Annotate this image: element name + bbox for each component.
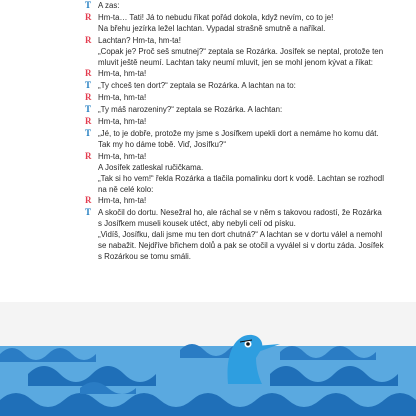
text-line	[85, 128, 385, 151]
text-content: Hm-ta, hm-ta!	[98, 69, 147, 79]
text-line	[85, 47, 385, 69]
text-line	[85, 195, 385, 207]
text-line	[85, 104, 385, 116]
speaker-marker-r: R	[85, 68, 92, 79]
speaker-marker-t: T	[85, 127, 92, 138]
speaker-marker-r: R	[85, 116, 92, 127]
text-line	[85, 35, 385, 47]
text-content: Na břehu jezírka ležel lachtan. Vypadal strašně smutně a naříkal.	[98, 23, 326, 33]
text-line	[85, 174, 385, 196]
text-content: Hm-ta, hm-ta!	[98, 93, 147, 103]
text-line	[85, 0, 385, 12]
lake-scene	[0, 302, 416, 416]
text-line	[85, 92, 385, 104]
text-content: „Vidíš, Josífku, dali jsme mu ten dort chutná?“ A lachtan se v dortu válel a nemohl se nabažit. Nejdříve břichem dolů a pak se otočil a vyválel si v dortu záda. Josífek s Rozárkou se tomu smáli.	[98, 230, 384, 261]
text-line	[85, 80, 385, 92]
text-content: Hm-ta… Tati! Já to nebudu říkat pořád dokola, když nevím, co to je!	[98, 12, 334, 22]
story-text	[85, 0, 385, 263]
text-content: „Copak je? Proč seš smutnej?“ zeptala se Rozárka. Josífek se neptal, protože ten mluvit ještě neumí. Lachtan taky neumí mluvit, jen se mohl jenom kývat a říkat:	[98, 46, 384, 67]
text-content: „Jé, to je dobře, protože my jsme s Josífkem upekli dort a nemáme ho komu dát. Tak my ho dáme tobě. Viď, Josífku?“	[98, 128, 379, 149]
text-line	[85, 163, 385, 174]
speaker-marker-t: T	[85, 80, 92, 91]
text-content: A Josífek zatleskal ručičkama.	[98, 162, 204, 172]
text-content: „Tak si ho vem!“ řekla Rozárka a tlačila pomalinku dort k vodě. Lachtan se rozhodl na ně celé kolo:	[98, 173, 384, 194]
speaker-marker-r: R	[85, 92, 92, 103]
speaker-marker-r: R	[85, 11, 92, 22]
speaker-marker-t: T	[85, 207, 92, 218]
illustration	[0, 302, 416, 416]
text-content: „Ty chceš ten dort?“ zeptala se Rozárka. A lachtan na to:	[98, 81, 296, 91]
speaker-marker-t: T	[85, 0, 92, 10]
speaker-marker-r: R	[85, 150, 92, 161]
text-line	[85, 151, 385, 163]
text-content: Hm-ta, hm-ta!	[98, 196, 147, 206]
text-content: A zas:	[98, 1, 120, 10]
text-line	[85, 12, 385, 24]
text-line	[85, 68, 385, 80]
speaker-marker-r: R	[85, 34, 92, 45]
text-line	[85, 230, 385, 263]
text-content: Hm-ta, hm-ta!	[98, 117, 147, 127]
speaker-marker-r: R	[85, 195, 92, 206]
text-line	[85, 116, 385, 128]
text-line	[85, 24, 385, 35]
text-content: A skočil do dortu. Nesežral ho, ale ráchal se v něm s takovou radostí, že Rozárka s Josífkem museli kousek utéct, aby nebyli celí od písku.	[98, 208, 382, 229]
speaker-marker-t: T	[85, 104, 92, 115]
text-content: Hm-ta, hm-ta!	[98, 151, 147, 161]
text-line	[85, 207, 385, 230]
text-content: Lachtan? Hm-ta, hm-ta!	[98, 35, 181, 45]
text-content: „Ty máš narozeniny?“ zeptala se Rozárka. A lachtan:	[98, 105, 283, 115]
